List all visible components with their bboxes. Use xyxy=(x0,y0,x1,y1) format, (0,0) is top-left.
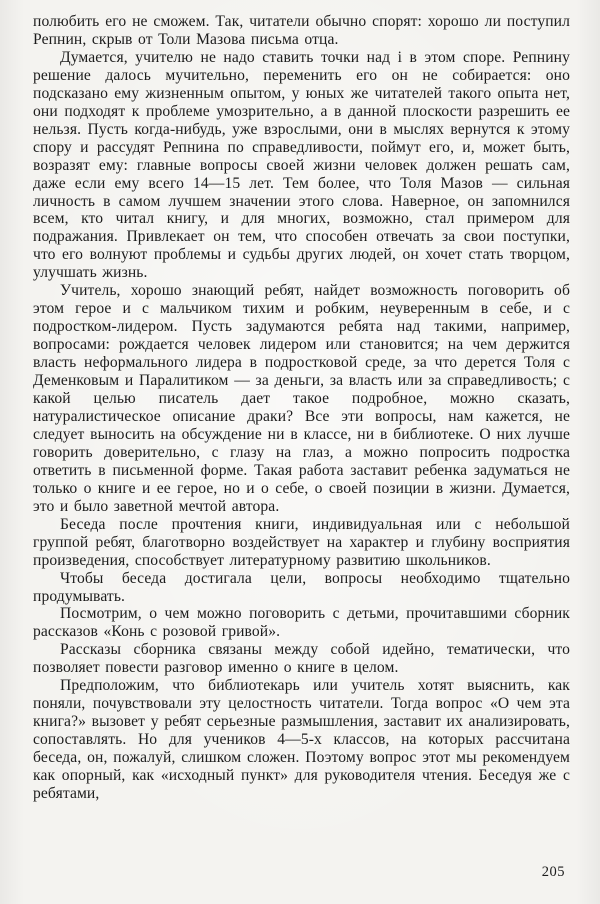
paragraph: Беседа после прочтения книги, индивидуальная или с небольшой группой ребят, благотворно воздействует на характер и глубину восприятия произведения, способствует литературному развитию школьников. xyxy=(33,515,570,569)
paragraph: Чтобы беседа достигала цели, вопросы необходимо тщательно продумывать. xyxy=(33,569,570,605)
paragraph: Посмотрим, о чем можно поговорить с детьми, прочитавшими сборник рассказов «Конь с розовой гривой». xyxy=(33,605,570,641)
text-block xyxy=(33,13,570,803)
paragraph: Думается, учителю не надо ставить точки над i в этом споре. Репнину решение далось мучительно, переменить его он не собирается: оно подсказано ему жизненным опытом, у юных же читателей такого опыта нет, они подходят к проблеме умозрительно, а в данной плоскости разрешить ее нельзя. Пусть когда-нибудь, уже взрослыми, они в мыслях вернутся к этому спору и рассудят Репнина по справедливости, поймут его, и, может быть, возразят ему: главные вопросы своей жизни человек должен решать сам, даже если ему всего 14—15 лет. Тем более, что Толя Мазов — сильная личность в самом лучшем значении этого слова. Наверное, он запомнился всем, кто читал книгу, и для многих, возможно, стал примером для подражания. Привлекает он тем, что способен отвечать за свои поступки, что его волнуют проблемы и судьбы других людей, он хочет стать творцом, улучшать жизнь. xyxy=(33,48,570,282)
paragraph: Рассказы сборника связаны между собой идейно, тематически, что позволяет повести разговор именно о книге в целом. xyxy=(33,641,570,677)
paragraph: Учитель, хорошо знающий ребят, найдет возможность поговорить об этом герое и с мальчиком тихим и робким, неуверенным в себе, и с подростком-лидером. Пусть задумаются ребята над такими, например, вопросами: рождается человек лидером или становится; на чем держится власть неформального лидера в подростковой среде, за что дерется Толя с Деменковым и Паралитиком — за деньги, за власть или за справедливость; с какой целью писатель дает такое подробное, можно сказать, натуралистическое описание драки? Все эти вопросы, нам кажется, не следует выносить на обсуждение ни в классе, ни в библиотеке. О них лучше говорить доверительно, с глазу на глаз, а можно попросить подростка ответить в письменной форме. Такая работа заставит ребенка задуматься не только о книге и ее герое, но и о себе, о своей позиции в жизни. Думается, это и было заветной мечтой автора. xyxy=(33,282,570,515)
paragraph: Предположим, что библиотекарь или учитель хотят выяснить, как поняли, почувствовали эту целостность читатели. Тогда вопрос «О чем эта книга?» вызовет у ребят серьезные размышления, заставит их анализировать, сопоставлять. Но для учеников 4—5-х классов, на которых рассчитана беседа, он, пожалуй, слишком сложен. Поэтому вопрос этот мы рекомендуем как опорный, как «исходный пункт» для руководителя чтения. Беседуя же с ребятами, xyxy=(33,677,570,802)
paragraph: полюбить его не сможем. Так, читатели обычно спорят: хорошо ли поступил Репнин, скрыв от Толи Мазова письма отца. xyxy=(33,13,570,48)
page-number: 205 xyxy=(541,864,565,880)
